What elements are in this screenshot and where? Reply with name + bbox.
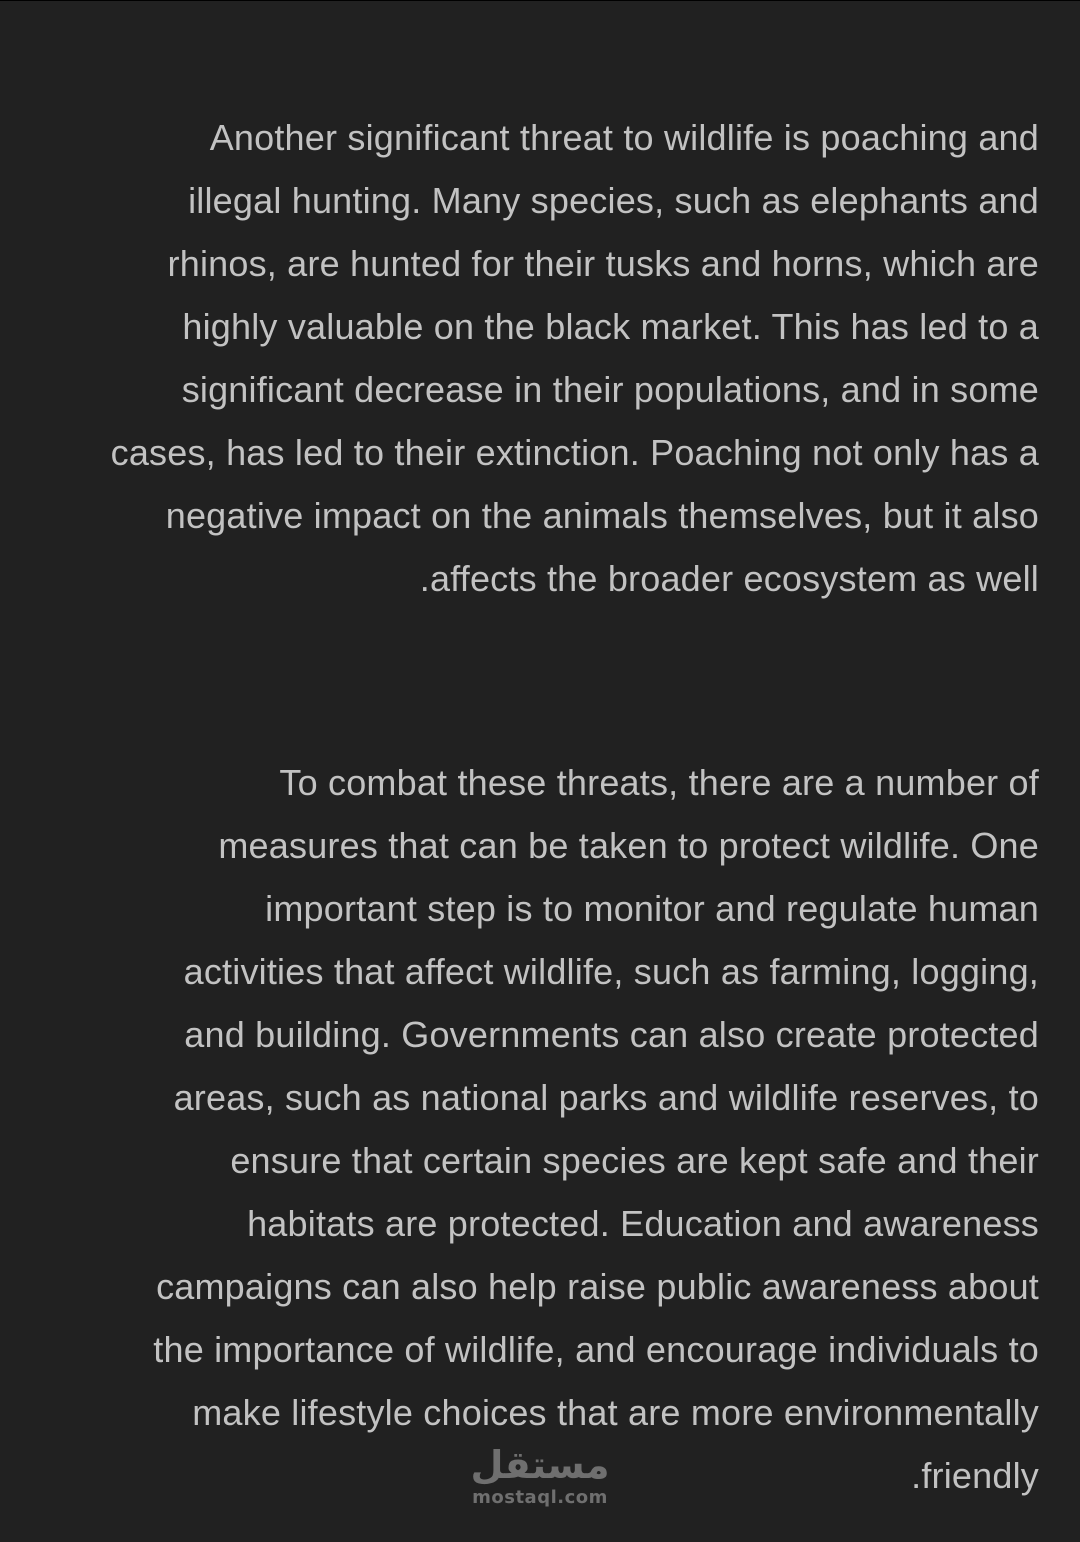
text-line: ensure that certain species are kept safe and their <box>230 1140 1039 1181</box>
mostaql-watermark <box>470 1443 610 1509</box>
paragraph-protection-measures <box>153 751 1039 1507</box>
text-line: To combat these threats, there are a number of <box>279 762 1039 803</box>
text-line: campaigns can also help raise public awareness about <box>156 1266 1039 1307</box>
text-line: measures that can be taken to protect wildlife. One <box>218 825 1039 866</box>
text-line: illegal hunting. Many species, such as elephants and <box>188 180 1039 221</box>
text-line: cases, has led to their extinction. Poaching not only has a <box>110 432 1039 473</box>
text-line: make lifestyle choices that are more environmentally <box>192 1392 1039 1433</box>
text-line: significant decrease in their populations, and in some <box>181 369 1039 410</box>
text-line: activities that affect wildlife, such as farming, logging, <box>183 951 1039 992</box>
text-line: .friendly <box>911 1455 1039 1496</box>
text-line: Another significant threat to wildlife is poaching and <box>209 117 1039 158</box>
text-line: and building. Governments can also create protected <box>184 1014 1039 1055</box>
text-line: rhinos, are hunted for their tusks and horns, which are <box>167 243 1039 284</box>
text-line: areas, such as national parks and wildlife reserves, to <box>173 1077 1039 1118</box>
text-line: .affects the broader ecosystem as well <box>419 558 1039 599</box>
text-line: negative impact on the animals themselves, but it also <box>165 495 1039 536</box>
text-line: important step is to monitor and regulate human <box>265 888 1039 929</box>
paragraph-poaching <box>111 106 1039 610</box>
watermark-url: mostaql.com <box>472 1487 608 1508</box>
watermark-logo: مستقل <box>470 1443 610 1487</box>
text-line: highly valuable on the black market. This has led to a <box>182 306 1039 347</box>
text-line: habitats are protected. Education and awareness <box>247 1203 1039 1244</box>
text-line: the importance of wildlife, and encourage individuals to <box>153 1329 1039 1370</box>
